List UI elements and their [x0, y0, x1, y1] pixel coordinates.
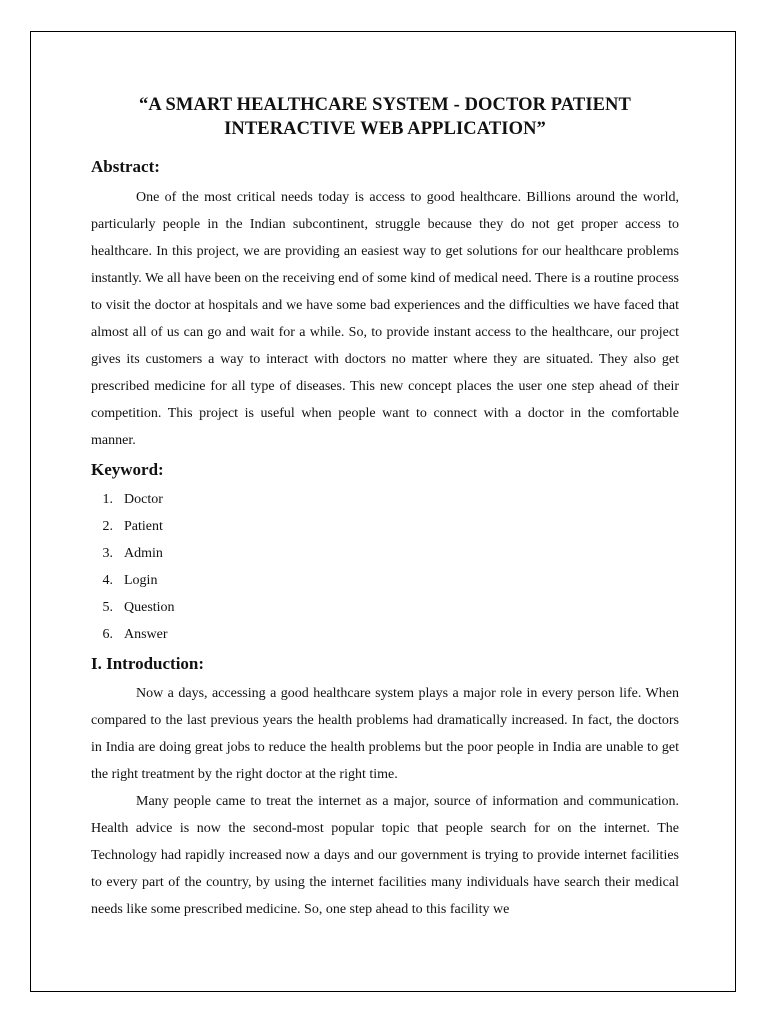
introduction-heading: I. Introduction:	[91, 654, 205, 673]
list-item-label: Question	[124, 600, 175, 615]
list-item-number: 5.	[102, 600, 113, 615]
abstract-heading: Abstract:	[91, 157, 160, 176]
introduction-paragraph-2: Many people came to treat the internet as a major, source of information and communication. Health advice is now the second-most popular topic that people search for on the internet. The Technology had rapidly increased now a days and our government is trying to provide internet facilities to every part of the country, by using the internet facilities many individuals have search their medical needs like some prescribed medicine. So, one step ahead to this facility we	[91, 794, 679, 917]
list-item-number: 3.	[102, 546, 113, 561]
list-item-number: 2.	[102, 519, 113, 534]
list-item-label: Login	[124, 573, 158, 588]
list-item	[91, 594, 679, 621]
list-item-label: Admin	[124, 546, 163, 561]
abstract-paragraph: One of the most critical needs today is access to good healthcare. Billions around the world, particularly people in the Indian subcontinent, struggle because they do not get proper access to healthcare. In this project, we are providing an easiest way to get solutions for our healthcare problems instantly. We all have been on the receiving end of some kind of medical need. There is a routine process to visit the doctor at hospitals and we have some bad experiences and the difficulties we have faced that almost all of us can go and wait for a while. So, to provide instant access to the healthcare, our project gives its customers a way to interact with doctors no matter where they are situated. They also get prescribed medicine for all type of diseases. This new concept places the user one step ahead of their competition. This project is useful when people want to connect with a doctor in the comfortable manner.	[91, 190, 679, 448]
introduction-paragraph-1: Now a days, accessing a good healthcare system plays a major role in every person life. When compared to the last previous years the health problems had dramatically increased. In fact, the doctors in India are doing great jobs to reduce the health problems but the poor people in India are unable to get the right treatment by the right doctor at the right time.	[91, 686, 679, 782]
list-item-number: 1.	[102, 492, 113, 507]
document-title	[91, 93, 679, 141]
list-item	[91, 567, 679, 594]
list-item	[91, 513, 679, 540]
list-item	[91, 621, 679, 648]
list-item-label: Patient	[124, 519, 163, 534]
document-body	[91, 93, 679, 923]
list-item-label: Doctor	[124, 492, 163, 507]
keyword-list	[91, 486, 679, 648]
title-line-1: “A SMART HEALTHCARE SYSTEM - DOCTOR PATIENT	[139, 95, 631, 115]
list-item-number: 4.	[102, 573, 113, 588]
list-item-number: 6.	[102, 627, 113, 642]
keyword-heading: Keyword:	[91, 460, 164, 479]
title-line-2: INTERACTIVE WEB APPLICATION”	[224, 119, 546, 139]
list-item	[91, 486, 679, 513]
list-item	[91, 540, 679, 567]
list-item-label: Answer	[124, 627, 168, 642]
